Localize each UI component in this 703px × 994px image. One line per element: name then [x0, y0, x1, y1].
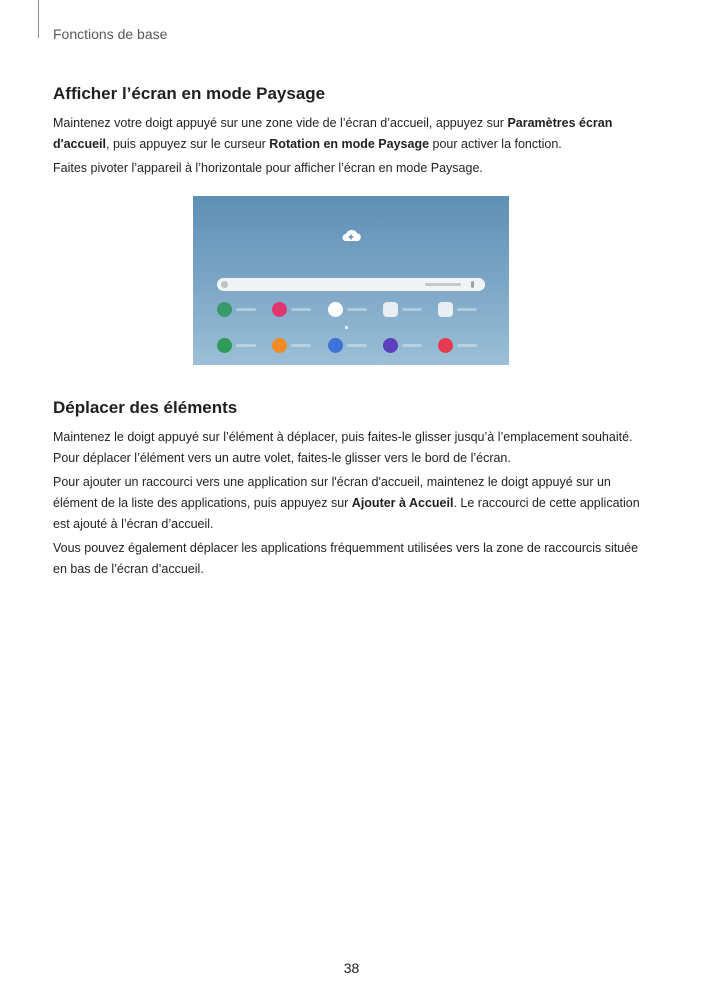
page-indicator — [345, 326, 348, 329]
messages-app-icon — [328, 338, 343, 353]
search-hint — [425, 283, 461, 286]
apps-folder-icon — [438, 302, 453, 317]
app-label — [457, 308, 477, 311]
paragraph-text: Maintenez votre doigt appuyé sur une zone vide de l’écran d’accueil, appuyez sur — [53, 116, 508, 130]
paragraph-text: , puis appuyez sur le curseur — [106, 137, 270, 151]
cloud-add-icon — [340, 229, 362, 242]
paragraph-text: Pour ajouter un raccourci vers une application sur l'écran d'accueil, maintenez le doigt appuyé sur un élément de la liste des applications, puis appuyez sur — [53, 475, 611, 510]
running-header: Fonctions de base — [53, 26, 168, 42]
mic-icon — [471, 281, 474, 288]
paragraph: Faites pivoter l’appareil à l’horizontale pour afficher l’écran en mode Paysage. — [53, 161, 483, 175]
internet-app-icon — [383, 338, 398, 353]
play-store-app-icon — [328, 302, 343, 317]
contacts-app-icon — [272, 338, 287, 353]
paragraph-text: pour activer la fonction. — [429, 137, 562, 151]
app-label — [291, 308, 311, 311]
phone-app-icon — [217, 338, 232, 353]
app-label — [402, 308, 422, 311]
section-title-deplacer: Déplacer des éléments — [53, 398, 238, 417]
paragraph: Vous pouvez également déplacer les applications fréquemment utilisées vers la zone de raccourcis située en bas de l’écran d’accueil. — [53, 541, 639, 576]
app-label — [236, 344, 256, 347]
app-label — [457, 344, 477, 347]
landscape-home-screenshot — [193, 196, 509, 365]
paragraph-text: . Le raccourci de cette application est ajouté à l’écran d’accueil. — [53, 496, 640, 531]
paragraph: Maintenez le doigt appuyé sur l’élément à déplacer, puis faites-le glisser jusqu’à l’emplacement souhaité. Pour déplacer l’élément vers un autre volet, faites-le glisser vers le bord de l’écran. — [53, 430, 633, 465]
camera-app-icon — [438, 338, 453, 353]
bold-term: Ajouter à Accueil — [351, 496, 454, 510]
page-number: 38 — [343, 960, 360, 976]
app-label — [347, 308, 367, 311]
bold-term: Rotation en mode Paysage — [269, 137, 430, 151]
calendar-app-icon — [217, 302, 232, 317]
bold-term: Paramètres écran d'accueil — [53, 116, 613, 151]
gallery-app-icon — [272, 302, 287, 317]
paragraph — [53, 113, 653, 155]
google-icon — [221, 281, 228, 288]
app-label — [291, 344, 311, 347]
paragraph — [53, 472, 653, 535]
app-label — [236, 308, 256, 311]
google-folder-icon — [383, 302, 398, 317]
app-label — [347, 344, 367, 347]
section-title-paysage: Afficher l’écran en mode Paysage — [53, 84, 326, 103]
page-margin-rule — [38, 0, 39, 38]
search-bar — [217, 278, 485, 291]
app-label — [402, 344, 422, 347]
